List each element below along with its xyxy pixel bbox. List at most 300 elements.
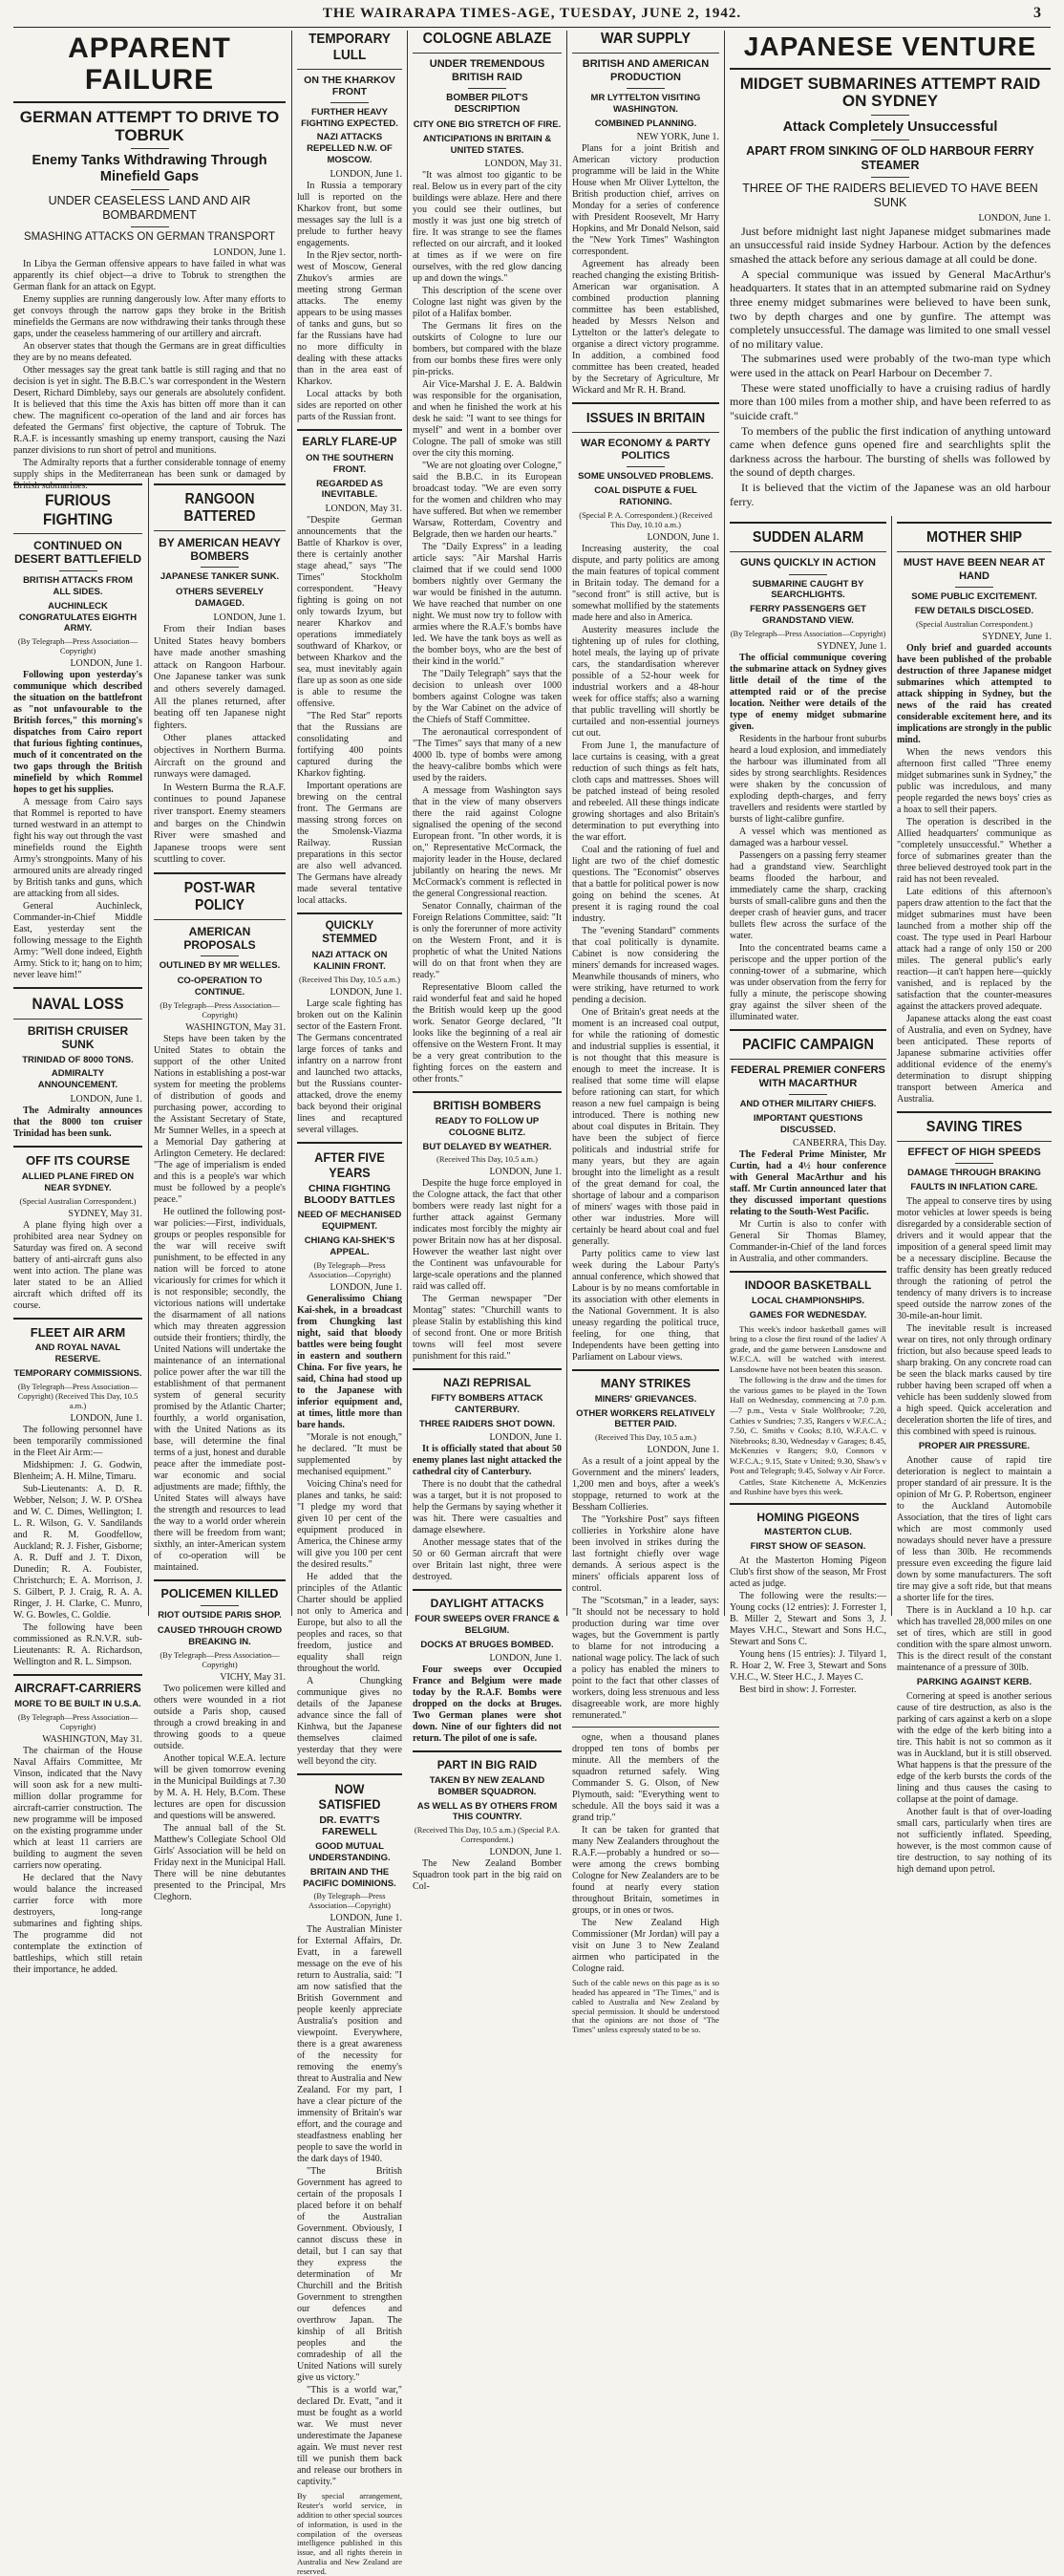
footnote: Such of the cable news on this page as is so headed has appeared in "The Times," and is cabled to Australia and New Zealand by special permission. It should be understood that the opinions are not those of "The Times" unless expressly stated to be so. — [572, 1978, 719, 2035]
deck: READY TO FOLLOW UP COLOGNE BLITZ. — [435, 1115, 540, 1138]
deck: OTHER WORKERS RELATIVELY BETTER PAID. — [576, 1407, 715, 1430]
divider — [572, 432, 719, 433]
paragraph: Generalissimo Chiang Kai-shek, in a broadcast from Chungking last night, said that bloody battles were being fought in eastern and southern China. For five years, he said, China had stood up to the Japanese with inferior equipment and, at times, little more than bare hands. — [297, 1293, 402, 1430]
dateline: LONDON, June 1. — [330, 1281, 402, 1293]
divider — [13, 533, 142, 534]
footnote: By special arrangement, Reuter's world service, in addition to other special sources of information, is used in the compilation of the overseas intelligence published in this issue, and all rights therein in Australia and New Zealand are reserved. — [297, 2491, 402, 2576]
subhead: GUNS QUICKLY IN ACTION — [740, 557, 876, 569]
divider — [955, 1163, 993, 1164]
deck: JAPANESE TANKER SUNK. — [160, 571, 280, 583]
article-body — [413, 1858, 562, 1893]
paragraph: Just before midnight last night Japanese midget submarines made an unsuccessful raid inside Sydney Harbour. Action by the defences smashed the attack before any serious damage at all could be done. — [730, 224, 1051, 267]
paragraph: Midshipmen: J. G. Godwin, Blenheim; A. H. Milne, Timaru. — [13, 1459, 142, 1482]
paragraph: From June 1, the manufacture of lace curtains is ceasing, with a great reduction of such things as felt hats, cloth caps and mattresses. Shoes will be patched instead of being resoled and rebeeled. All these things indicate growing shortages and also Britain's determination to put everything into the war effort. — [572, 740, 719, 843]
divider — [131, 226, 169, 227]
paragraph: Local attacks by both sides are reported on other parts of the Russian front. — [297, 389, 402, 423]
dateline: LONDON, June 1. — [489, 1167, 562, 1178]
headline: JAPANESE VENTURE — [743, 32, 1037, 61]
paragraph: The "Daily Telegraph" says that the decision to unleash over 1000 bombers against Cologne was taken by the War Cabinet on the advice of the Chiefs of Staff Committee. — [413, 669, 562, 726]
article-body — [413, 1664, 562, 1745]
divider — [730, 1503, 886, 1505]
headline: NAZI REPRISAL — [442, 1376, 531, 1390]
deck: GAMES FOR WEDNESDAY. — [749, 1309, 867, 1320]
deck: CHIANG KAI-SHEK'S APPEAL. — [304, 1234, 395, 1257]
credit: (By Telegraph—Press Association—Copyright) (Received This Day, 10.5 a.m.) — [17, 1381, 138, 1410]
paragraph: The "Yorkshire Post" says fifteen collieries in Yorkshire alone have been involved in strikes during the last fortnight chiefly over wage demands. A serious aspect is the miners' officials apparent loss of control. — [572, 1514, 719, 1595]
article-body — [730, 1324, 886, 1497]
paragraph: Austerity measures include the tightening up of rules for clothing, hotel meals, the laying up of private cars, the standardisation wherever possible of a 52-hour week for industrial workers and a 48-hour week for office staffs; also a warning that public travelling will shortly be curtailed and non-essential journeys cut out. — [572, 624, 719, 739]
headline: NAVAL LOSS — [32, 995, 124, 1014]
subhead: EFFECT OF HIGH SPEEDS — [907, 1146, 1041, 1158]
column-rule — [148, 478, 149, 1616]
deck: OUTLINED BY MR WELLES. — [159, 960, 281, 972]
dateline: LONDON, June 1. — [330, 986, 402, 998]
deck: AUCHINLECK CONGRATULATES EIGHTH ARMY. — [18, 600, 138, 634]
paragraph: Cornering at speed is another serious cause of tire destruction, as also is the parking of cars against a kerb on a slope with the edge of the kerb biting into a tire. This habit is not so common as it was in Auckland, but it is still observed. What happens is that the pressure of the edge of the kerb bursts the cords of the lining and thus causes the casing to collapse at the point of damage. — [897, 1690, 1052, 1805]
paragraph: When the news vendors this afternoon first called "Three enemy midget submarines sunk in Sydney," the public was incredulous, and many people regarded the news boys' cries as a hoax to sell their papers. — [897, 746, 1052, 815]
article-body — [730, 1149, 886, 1265]
credit: (By Telegraph—Press Association—Copyright) — [309, 1891, 391, 1911]
article-body — [297, 515, 402, 907]
dateline: LONDON, June 1. — [213, 612, 286, 624]
deck: COMBINED PLANNING. — [594, 118, 697, 129]
deck: GOOD MUTUAL UNDERSTANDING. — [309, 1840, 391, 1863]
paragraph: Agreement has already been reached changing the existing British-American war organisation. A combined production planning committee has been established, headed by Messrs Nelson and Lyttelton or the latter's delegate to organise a direct victory programme. In addition, a combined food committee has been created, headed by the Secretary of Agriculture, Mr Wickard and Mr R. H. Brand. — [572, 259, 719, 397]
section-subhead: PARKING AGAINST KERB. — [916, 1676, 1032, 1687]
article-body — [572, 1732, 719, 1975]
paragraph: He declared that the Navy would balance the increased carrier force with more destroyers, long-range submarines and fighting ships. The programme did not contemplate the extinction of battleships, which still retain their importance, he added. — [13, 1872, 142, 1975]
paragraph: Large scale fighting has broken out on the Kalinin sector of the Eastern Front. The Germans concentrated large forces of tanks and infantry on a narrow front and launched two attacks, but the Russians counter-attacked, drove the enemy back beyond their original lines and recaptured several villages. — [297, 998, 402, 1135]
subhead: ON THE SOUTHERN FRONT. — [306, 452, 394, 475]
paragraph: In Libya the German offensive appears to have failed in what was apparently its chief object—a drive to Tobruk to strengthen the German flank for an attack on Egypt. — [13, 258, 286, 292]
paragraph: The Admiralty reports that a further considerable tonnage of enemy supply ships in the Mediterranean has been sunk or damaged by British submarines. — [13, 457, 286, 491]
divider — [201, 1605, 239, 1606]
deck: IMPORTANT QUESTIONS DISCUSSED. — [753, 1112, 863, 1135]
paragraph: The annual ball of the St. Matthew's Collegiate School Old Girls' Association will be held on Friday next in the Municipal Hall. There will be nine debutantes presented to the Principal, Mrs Cleghorn. — [154, 1822, 286, 1902]
divider — [154, 483, 286, 485]
subhead: AMERICAN PROPOSALS — [183, 924, 256, 952]
column-6 — [897, 516, 1052, 1875]
paragraph: The following were the results:—Young cocks (12 entries): J. Forrester 1, B. Miller 2, Stewart and Sons 3, J. Mayes V.H.C., Stewart and Sons H.C., Stewart and Sons C. — [730, 1591, 886, 1648]
article-body — [13, 1425, 142, 1668]
deck: FERRY PASSENGERS GET GRANDSTAND VIEW. — [750, 604, 866, 627]
dateline: WASHINGTON, May 31. — [42, 1733, 142, 1745]
deck: MR LYTTELTON VISITING WASHINGTON. — [590, 92, 701, 115]
paragraph: The operation is described in the Allied headquarters' communique as "completely unsuccessful." Whether a force of submarines greater than the three believed destroyed took part in the raid has not been revealed. — [897, 816, 1052, 885]
subhead: CONTINUED ON DESERT BATTLEFIELD — [13, 539, 142, 567]
headline: POST-WAR POLICY — [183, 879, 256, 913]
article-body — [572, 544, 719, 1363]
subhead: Attack Completely Unsuccessful — [782, 119, 998, 136]
article-body — [572, 143, 719, 397]
deck: SOME UNSOLVED PROBLEMS. — [578, 471, 713, 483]
paragraph: A Chungking communique gives no details of the Japanese advance since the fall of Kinhwa, but the Japanese themselves claimed yesterday that they were well beyond the city. — [297, 1675, 402, 1767]
paragraph: This week's indoor basketball games will bring to a close the first round of the ladies' A grade, and the game between Lansdowne and W.F.C.A. will be watched with interest. Lansdowne have not been beaten this season. — [730, 1323, 886, 1374]
headline: PART IN BIG RAID — [436, 1758, 538, 1772]
divider — [13, 1674, 142, 1676]
masthead-title: THE WAIRARAPA TIMES-AGE, TUESDAY, JUNE 2, 1942. — [322, 6, 742, 21]
deck: FAULTS IN INFLATION CARE. — [910, 1181, 1038, 1192]
article-body — [897, 643, 1052, 1106]
divider — [13, 1318, 142, 1320]
divider — [897, 551, 1052, 552]
divider — [730, 551, 886, 552]
paragraph: From their Indian bases United States heavy bombers have made another smashing attack on Rangoon Harbour. One Japanese tanker was sunk and others severely damaged. All the planes returned, after beating off ten Japanese night fighters. — [154, 624, 286, 731]
deck: DAMAGE THROUGH BRAKING — [907, 1168, 1041, 1179]
paragraph: There is in Auckland a 10 h.p. car which has travelled 28,000 miles on one set of tires, which are still in good condition with the spare almost unworn. This is the direct result of the constant maintenance of a pressure of 30lb. — [897, 1604, 1052, 1673]
paragraph: It can be taken for granted that many New Zealanders throughout the R.A.F.—probably a hundred or so—were among the crews bombing Cologne for New Zealanders are to be found at nearly every station throughout Britain, sometimes in groups, or in ones or twos. — [572, 1825, 719, 1917]
headline: INDOOR BASKETBALL — [744, 1278, 872, 1293]
paragraph: A message from Washington says that in the view of many observers there the raid against Cologne signalised the opening of the second European front. "In other words, it is on," Representative McCormack, the majority leader in the House, declared jubilantly on hearing the news. Mr McCormack's comment is reflected in the general Congressional reaction. — [413, 785, 562, 900]
headline: OFF ITS COURSE — [25, 1153, 131, 1169]
article-body — [13, 1220, 142, 1312]
dateline: LONDON, June 1. — [489, 1432, 562, 1444]
article-apparent-failure — [13, 32, 286, 491]
headline: QUICKLY STEMMED — [322, 920, 377, 946]
paragraph: The appeal to conserve tires by using motor vehicles at lower speeds is being disregarded by a considerable section of drivers and it would appear that the imposition of a general speed limit may be a necessary discipline. Because the traffic density has been greatly reduced through the rationing of petrol the tendency of many drivers is to increase speed outside the narrow zones of the 30-mile-an-hour limit. — [897, 1195, 1052, 1321]
headline: HOMING PIGEONS — [756, 1510, 860, 1524]
deck: MINERS' GRIEVANCES. — [594, 1393, 697, 1405]
paragraph: In Western Burma the R.A.F. continues to pound Japanese river transport. Enemy steamers and barges on the Chindwin River were smashed and Japanese troops were sent scuttling to cover. — [154, 782, 286, 866]
paragraph: Into the concentrated beams came a periscope and the upper portion of the conning-tower of a submarine, which was under observation from the ferry for fully a minute, the periscope showing gray against the silver sheen of the illuminated water. — [730, 943, 886, 1023]
divider — [154, 919, 286, 920]
paragraph: The "evening Standard" comments that coal politically is dynamite. Cabinet is now considering the miners' demands for increased wages. Meanwhile thousands of miners, who were striking, have returned to work pending a decision. — [572, 925, 719, 1005]
paragraph: Steps have been taken by the United States to obtain the support of the other United Nations in establishing a post-war system for meeting the problems of distribution of goods and purchasing power, according to the Assistant Secretary of State, Mr Sumner Welles, in a speech at a Memorial Day gathering at Arlington Cemetery. He declared: "The age of imperialism is ended and this is a people's war which must be followed by a people's peace." — [154, 1033, 286, 1205]
paragraph: Only brief and guarded accounts have been published of the probable destruction of three Japanese midget submarines which attempted to attack shipping in Sydney, but the news of the raid has created considerable excitement here, and its implications are strongly in the public mind. — [897, 642, 1052, 745]
dateline: WASHINGTON, May 31. — [185, 1021, 286, 1033]
subhead: FOUR SWEEPS OVER FRANCE & BELGIUM. — [415, 1613, 560, 1636]
deck: RIOT OUTSIDE PARIS SHOP. — [158, 1609, 282, 1621]
dateline: LONDON, June 1. — [330, 169, 402, 181]
subhead: SMASHING ATTACKS ON GERMAN TRANSPORT — [23, 230, 276, 243]
deck: CAUSED THROUGH CROWD BREAKING IN. — [157, 1624, 283, 1647]
article-body — [13, 1106, 142, 1140]
paragraph: Following upon yesterday's communique which described the situation on the battlefront as "not unfavourable to the British forces," this morning's dispatches from Cairo report that furious fighting continues, much of it concentrated on the two gaps through the British minefield by which Rommel hopes to get his supplies. — [13, 670, 142, 796]
headline: EARLY FLARE-UP — [302, 437, 397, 449]
deck: NEED OF MECHANISED EQUIPMENT. — [297, 1210, 402, 1232]
column-4 — [572, 31, 719, 2035]
deck: BOMBER PILOT'S DESCRIPTION — [446, 92, 528, 116]
deck: TRINIDAD OF 8000 TONS. — [22, 1054, 134, 1065]
subhead: BRITISH CRUISER SUNK — [27, 1023, 129, 1052]
paragraph: The submarines used were probably of the two-man type which were used in the attack on Pearl Harbour on December 7. — [730, 352, 1051, 380]
subhead: Enemy Tanks Withdrawing Through Minefield Gaps — [32, 153, 267, 185]
paragraph: At the Masterton Homing Pigeon Club's first show of the season, Mr Frost acted as judge. — [730, 1556, 886, 1590]
deck: CO-OPERATION TO CONTINUE. — [177, 976, 263, 998]
paragraph: Sub-Lieutenants: A. D. R. Webber, Nelson; J. W. P. O'Shea and W. C. Dimes, Wellington; I. L. R. Wilson, G. V. Sandilands and R. M. Goodfellow, Auckland; R. J. Fisher, Gisborne; A. R. Duff and J. T. Dixon, Dunedin; R. A. Foubister, Christchurch; E. A. Morrison, J. S. Gilbert, P. J. Craig, R. A. A. Ringer, J. H. Clarke, C. Munro, W. G. Bowles, C. Goldie. — [13, 1483, 142, 1621]
paragraph: Coal and the rationing of fuel and light are two of the chief domestic questions. The "Economist" observes that a battle for political power is now going on behind the scenes. At present it is raging round the coal industry. — [572, 844, 719, 924]
divider — [413, 1368, 562, 1370]
paragraph: A plane flying high over a prohibited area near Sydney on Saturday was fired on. A second battery of anti-aircraft guns also went into action. The plane was later stated to be an Allied aircraft which drifted off its course. — [13, 1219, 142, 1311]
paragraph: "We are not gloating over Cologne," said the B.B.C. in its European broadcast today. "We are even sorry for the women and children who may have suffered. But when we remember Warsaw, Rotterdam, Coventry and Belgrade, then we harden our hearts." — [413, 461, 562, 541]
paragraph: The German newspaper "Der Montag" states: "Churchill wants to please Stalin by establishing this kind of second front. One or more British towns will feel most severe punishment for this raid." — [413, 1294, 562, 1363]
article-body — [730, 1556, 886, 1696]
column-rule — [407, 31, 408, 1616]
subhead: MUST HAVE BEEN NEAR AT HAND — [903, 557, 1046, 582]
divider — [627, 466, 665, 467]
deck: COAL DISPUTE & FUEL RATIONING. — [594, 484, 697, 507]
paragraph: The Germans lit fires on the outskirts of Cologne to lure our bombers, but compared with the blaze from our bombs these fires were only pin-pricks. — [413, 321, 562, 378]
headline: MOTHER SHIP — [926, 529, 1023, 546]
column-rule — [891, 516, 892, 1616]
divider — [730, 1059, 886, 1060]
subhead: CHINA FIGHTING BLOODY BATTLES — [304, 1182, 395, 1207]
subhead: ON THE KHARKOV FRONT — [304, 74, 395, 98]
paragraph: These were stated unofficially to have a cruising radius of hardly more than 100 miles from a mother ship, and have been referred to as "suicide craft." — [730, 380, 1051, 422]
paragraph: An observer states that though the Germans are in great difficulties they are by no means defeated. — [13, 340, 286, 363]
paragraph: Representative Bloom called the raid wonderful feat and said he hoped the British would keep up the good work. Senator George declared, "It looks like the beginning of a real air offensive on the Western Front. It may be a very great contribution to the fighting forces on the eastern and other fronts." — [413, 982, 562, 1085]
divider — [297, 912, 402, 914]
masthead-rule — [13, 27, 1051, 28]
headline: NOW SATISFIED — [318, 1780, 381, 1812]
divider — [131, 148, 169, 149]
divider — [59, 570, 97, 571]
paragraph: "The Red Star" reports that the Russians are consolidating and fortifying 400 points captured during the Kharkov fighting. — [297, 711, 402, 780]
subhead: APART FROM SINKING OF OLD HARBOUR FERRY STEAMER — [746, 143, 1034, 172]
divider — [572, 1369, 719, 1371]
paragraph: It is believed that the victim of the Japanese was an old harbour ferry. — [730, 481, 1051, 508]
paragraph: A special communique was issued by General MacArthur's headquarters. It states that in an attempted submarine raid on Sydney three enemy midget submarines were believed to have been sunk, two by depth charges and one by gunfire. The attempt was completely unsuccessful. The damage was limited to one small vessel of no military value. — [730, 267, 1051, 351]
subhead: UNDER TREMENDOUS BRITISH RAID — [429, 58, 545, 83]
article-body — [897, 1455, 1052, 1674]
paragraph: Young hens (15 entries): J. Tilyard 1, R. Hoar 2, W. Free 3, Stewart and Sons V.H.C., W. Steer H.C., J. Mayes C. — [730, 1649, 886, 1684]
deck: BUT DELAYED BY WEATHER. — [422, 1141, 552, 1152]
dateline: VICHY, May 31. — [220, 1671, 286, 1683]
subhead: THREE OF THE RAIDERS BELIEVED TO HAVE BEEN SUNK — [742, 181, 1038, 209]
deck: ANTICIPATIONS IN BRITAIN & UNITED STATES. — [422, 133, 552, 156]
article-body — [154, 624, 286, 867]
divider — [297, 429, 402, 431]
deck: BRITISH ATTACKS FROM ALL SIDES. — [23, 574, 133, 597]
divider — [730, 1029, 886, 1031]
deck: REGARDED AS INEVITABLE. — [316, 478, 383, 501]
divider — [201, 955, 239, 956]
headline: SAVING TIRES — [926, 1118, 1023, 1135]
divider — [413, 1091, 562, 1093]
article-body — [413, 1444, 562, 1583]
subhead: BY AMERICAN HEAVY BOMBERS — [159, 535, 281, 564]
credit: (By Telegraph—Press Association—Copyright) — [160, 1649, 280, 1669]
deck: LOCAL CHAMPIONSHIPS. — [751, 1295, 865, 1306]
column-1a — [13, 478, 142, 1975]
dateline: LONDON, June 1. — [489, 1653, 562, 1664]
subhead: MORE TO BE BUILT IN U.S.A. — [14, 1698, 141, 1709]
paragraph: Other planes attacked objectives in Northern Burma. Aircraft on the ground and runways were damaged. — [154, 733, 286, 781]
paragraph: In the Rjev sector, north-west of Moscow, General Zhukov's armies are meeting strong German attacks. The enemy appears to be using masses of tanks and guns, but so far the Russians have had no more difficulty in dealing with these attacks than in the area east of Kharkov. — [297, 250, 402, 388]
article-body — [730, 225, 1051, 509]
article-body — [13, 670, 142, 981]
paragraph: The Federal Prime Minister, Mr Curtin, had a 4½ hour conference with General MacArthur and his staff. Mr Curtin announced later that they discussed important questions relating to the South-West Pacific. — [730, 1149, 886, 1218]
article-body — [297, 181, 402, 423]
article-body — [730, 653, 886, 1023]
column-rule — [291, 31, 292, 1616]
paragraph: "It was almost too gigantic to be real. Below us in every part of the city buildings were ablaze. Here and there you could see their outlines, but mostly it was just one big stretch of fire. It was strange to see the flames reflected on our aircraft, and it looked at times as if we were on fire ourselves, with the red glow dancing up and down the wings." — [413, 170, 562, 285]
deck: AS WELL AS BY OTHERS FROM THIS COUNTRY. — [416, 1800, 558, 1823]
subhead: MIDGET SUBMARINES ATTEMPT RAID ON SYDNEY — [739, 74, 1041, 111]
paragraph: Another fault is that of over-loading small cars, particularly when tires are not sufficiently inflated. Speeding, however, is the most common cause of tire destruction, to say nothing of its high demand upon petrol. — [897, 1806, 1052, 1875]
paragraph: "This is a world war," declared Dr. Evatt, "and it must be fought as a world war. We must never underestimate the Japanese again. We must never rest till we punish them back and release our brothers in captivity." — [297, 2385, 402, 2488]
divider — [297, 1142, 402, 1144]
column-5 — [730, 516, 886, 1696]
paragraph: The chairman of the House Naval Affairs Committee, Mr Vinson, indicated that the Navy will soon ask for a new multi-million dollar programme for aircraft-carrier construction. The new programme will be imposed on the existing programme under which at least 11 carriers are building to augment the seven carriers now operating. — [13, 1745, 142, 1871]
divider — [13, 987, 142, 989]
paragraph: As a result of a joint appeal by the Government and the miners' leaders, 1,200 men and boys, after a week's stoppage, returned to work at the Bessham Collieries. — [572, 1456, 719, 1513]
divider — [413, 1589, 562, 1591]
divider — [154, 1579, 286, 1581]
article-body — [154, 1034, 286, 1574]
paragraph: Four sweeps over Occupied France and Belgium were made today by the R.A.F. Bombs were dropped on the docks at Bruges. Two German planes were shot down. Nine of our fighters did not return. The pilot of one is safe. — [413, 1664, 562, 1745]
divider — [897, 522, 1052, 524]
paragraph: Residents in the harbour front suburbs heard a loud explosion, and immediately the harbour was illuminated from all sides by strong searchlights. Residences were shaken by the concussion of exploding depth-charges, and ferry travellers and residents were startled by bursts of light-calibre gunfire. — [730, 734, 886, 826]
deck: TEMPORARY COMMISSIONS. — [13, 1367, 142, 1379]
paragraph: Enemy supplies are running dangerously low. After many efforts to get convoys through the narrow gaps they broke in the British minefields the Germans are now withdrawing their tanks through these gaps, under the ceaseless hammering of our artillery and aircraft. — [13, 293, 286, 339]
deck: FEW DETAILS DISCLOSED. — [914, 605, 1034, 616]
dateline: LONDON, June 1. — [978, 212, 1051, 224]
deck: THREE RAIDERS SHOT DOWN. — [419, 1418, 555, 1429]
divider — [730, 68, 1051, 70]
divider — [871, 177, 909, 178]
credit: (By Telegraph—Press Association—Copyright) — [17, 1711, 138, 1731]
headline: TEMPORARY LULL — [309, 31, 391, 64]
dateline: LONDON, June 1. — [489, 1847, 562, 1858]
deck: FIFTY BOMBERS ATTACK CANTERBURY. — [431, 1392, 543, 1415]
column-rule — [566, 31, 567, 1616]
deck: NAZI ATTACK ON KALININ FRONT. — [311, 949, 388, 972]
paragraph: The following personnel have been temporarily commissioned in the Fleet Air Arm:— — [13, 1424, 142, 1458]
paragraph: Mr Curtin is also to confer with General Sir Thomas Blamey, Commander-in-Chief of the land forces in Australia, and other commanders. — [730, 1219, 886, 1265]
headline: SUDDEN ALARM — [752, 529, 864, 546]
divider — [572, 402, 719, 404]
credit: (Received This Day, 10.5 a.m.) — [299, 974, 400, 984]
article-body — [413, 1178, 562, 1363]
divider — [572, 53, 719, 54]
divider — [871, 115, 909, 116]
subhead: GERMAN ATTEMPT TO DRIVE TO TOBRUK — [19, 108, 280, 144]
divider — [297, 1773, 402, 1775]
paragraph: The Australian Minister for External Affairs, Dr. Evatt, in a farewell message on the eve of his return to Australia, said: "I am now satisfied that the British Government and people keenly appreciate Australia's position and viewpoint. Everywhere, there is a great awareness of the necessity for removing the enemy's threat to Australia and New Zealand. For my part, I have a clear picture of the immensity of Britain's war effort, and the courage and steadfastness enabling her people to save the world in the dark days of 1940. — [297, 1924, 402, 2165]
headline: POLICEMEN KILLED — [160, 1586, 279, 1600]
paragraph: This description of the scene over Cologne last night was given by the pilot of a Halifax bomber. — [413, 286, 562, 320]
paragraph: ogne, when a thousand planes dropped ten tons of bombs per minute. All the members of the squadron returned safely. Wing Commander S. G. Olson, of New Plymouth, said: "Everything went to schedule. All the boys said it was a grand trip." — [572, 1732, 719, 1824]
dateline: LONDON, June 1. — [70, 1412, 142, 1424]
deck: SOME PUBLIC EXCITEMENT. — [911, 590, 1037, 602]
paragraph: The aeronautical correspondent of "The Times" says that many of a new 4000 lb. type of bombs were among the heavy-calibre bombs which were used by the raiders. — [413, 727, 562, 784]
paragraph: Increasing austerity, the coal dispute, and party politics are among the main features of topical comment in Britain today. The demand for a "second front" is still active, but is somewhat mollified by the statements made here and also in America. — [572, 543, 719, 623]
subhead: UNDER CEASELESS LAND AND AIR BOMBARDMENT — [48, 193, 251, 222]
subhead: DR. EVATT'S FAREWELL — [319, 1814, 380, 1838]
paragraph: Plans for a joint British and American victory production programme will be laid in the White House when Mr Oliver Lyttelton, the British production chief, arrives on Monday for a series of conference with President Roosevelt, Mr Harry Hopkins, and Mr Donald Nelson, said the "New York Times" Washington correspondent. — [572, 143, 719, 258]
paragraph: Cattles, State Kitchenette A, McKenzies and Rushine have byes this week. — [730, 1476, 886, 1497]
deck: AND OTHER MILITARY CHIEFS. — [739, 1098, 877, 1109]
paragraph: The "Daily Express" in a leading article says: "Air Marshal Harris claimed that if we could send 1000 bombers nightly over Germany the war would be finished in the autumn. We have reached that number on one night. We must now try to follow with armies where the R.A.F.'s bombs have led. We have the tank boys as well as the bomber boys, who are the best of their kind in the world." — [413, 542, 562, 668]
headline: FLEET AIR ARM — [30, 1324, 126, 1340]
paragraph: Senator Connally, chairman of the Foreign Relations Committee, said: "It is only the forerunner of more activity on the Western Front, and it is prophetic of what the United Nations will do on that front when they are ready." — [413, 901, 562, 981]
paragraph: There is no doubt that the cathedral was a target, but it is not proposed to help the Germans by saying whether it was hit. There were casualties and damage elsewhere. — [413, 1479, 562, 1536]
divider — [955, 587, 993, 588]
paragraph: Best bird in show: J. Forrester. — [739, 1685, 857, 1696]
dateline: NEW YORK, June 1. — [636, 132, 719, 143]
deck: NAZI ATTACKS REPELLED N.W. OF MOSCOW. — [307, 132, 393, 166]
article-body — [154, 1684, 286, 1903]
paragraph: He added that the principles of the Atlantic Charter should be applied not only to America and Europe, but also to all the peoples and races, so that freedom, justice and equality shall reign throughout the world. — [297, 1571, 402, 1674]
headline: COLOGNE ABLAZE — [422, 31, 552, 47]
credit: (Received This Day, 10.5 a.m.) — [595, 1432, 696, 1443]
paragraph: The following is the draw and the times for the various games to be played in the Town Hall on Wednesday, commencing at 7.0 p.m.—7 p.m., Vesta v Stale Wolfbrooke; 7.20, Cathies v Sundries; 7.35, Rangers v W.F.C.A.; 7.50, C. Smiths v Cooks; 8.10, W.F.A.C. v Nitebrooks; 8.30, Wednesday v Garages; 8.45, McKenzies v Rangers; 9.0, Connors v W.F.C.A.; 9.15, State v United; 9.30, Shaw's v Post and Telegraph; 9.45, Solway v Air Force. — [730, 1375, 886, 1476]
deck: CITY ONE BIG STRETCH OF FIRE. — [413, 118, 562, 130]
divider — [13, 1146, 142, 1148]
article-japanese-venture — [730, 32, 1051, 508]
article-body — [413, 170, 562, 1085]
divider — [330, 102, 369, 103]
dateline: LONDON, June 1. — [70, 658, 142, 670]
article-body — [297, 998, 402, 1136]
paragraph: Voicing China's need for planes and tanks, he said: "I pledge my word that given 10 per cent of the equipment produced in America, the Chinese army will give you 100 per cent the desired results." — [297, 1478, 402, 1570]
paragraph: "Morale is not enough," he declared. "It must be supplemented by mechanised equipment." — [297, 1431, 402, 1477]
deck: OTHERS SEVERELY DAMAGED. — [175, 587, 265, 610]
credit: (By Telegraph—Press Association—Copyright) — [309, 1259, 391, 1279]
headline: PACIFIC CAMPAIGN — [742, 1037, 874, 1054]
subhead: BRITISH AND AMERICAN PRODUCTION — [582, 58, 710, 83]
divider — [413, 53, 562, 54]
divider — [297, 69, 402, 70]
column-2 — [297, 31, 402, 2576]
paragraph: The following have been commissioned as R.N.V.R. sub-Lieutenants: R. A. Richardson, Wellington and R. L. Simpson. — [13, 1621, 142, 1667]
divider — [730, 1271, 886, 1273]
deck: FURTHER HEAVY FIGHTING EXPECTED. — [301, 106, 398, 129]
dateline: LONDON, May 31. — [325, 504, 402, 515]
paragraph: The Admiralty announces that the 8000 ton cruiser Trinidad has been sunk. — [13, 1106, 142, 1140]
deck: ADMIRALTY ANNOUNCEMENT. — [37, 1068, 118, 1091]
divider — [413, 1750, 562, 1752]
divider — [730, 522, 886, 524]
column-1b — [154, 478, 286, 1902]
divider — [572, 1727, 719, 1728]
paragraph: In Russia a temporary lull is reported on the Kharkov front, but some messages say the lull is a prelude to further heavy engagements. — [297, 181, 402, 249]
article-body — [297, 1924, 402, 2488]
paragraph: One of Britain's great needs at the moment is an increased coal output, for while the rationing of domestic and industrial supplies is essential, it is not thought that this measure is enough to meet the increase. It is realised that some time will elapse before rationing can start, for which reason a new fuel campaign is being introduced. There is nothing new about coal disputes in Britain. They have been the subject of fierce politicals and industrial strife for many years, but they are again brought into the limelight as a result of the great demand for coal, the shortage of labour and a comparison of miners' wages with those paid in other war industries. More will certainly be heard about coal and fuel generally. — [572, 1006, 719, 1247]
paragraph: The official communique covering the submarine attack on Sydney gives little detail of the time of the attempted raid or of the precise location. Neither were details of the type of enemy midget submarine given. — [730, 653, 886, 733]
deck: SUBMARINE CAUGHT BY SEARCHLIGHTS. — [752, 578, 864, 601]
paragraph: Japanese attacks along the east coast of Australia, and even on Sydney, have been anticipated. These reports of Japanese submarine activities offer additional evidence of the enemy's determination to disrupt shipping transport between America and Australia. — [897, 1013, 1052, 1105]
headline: RANGOON BATTERED — [183, 491, 256, 525]
paragraph: A message from Cairo says that Rommel is reported to have turned westward in an attempt to fight his way out through the vast minefields round the Eighth Army's strongpoints. Many of his armoured units are already ringed by British tanks and guns, which are attacking from all sides. — [13, 797, 142, 900]
paragraph: The New Zealand High Commissioner (Mr Jordan) will pay a visit on June 3 to New Zealand airmen who participated in the Cologne raid. — [572, 1918, 719, 1975]
credit: (Special Australian Correspondent.) — [915, 618, 1033, 629]
dateline: LONDON, June 1. — [213, 247, 286, 258]
dateline: LONDON, June 1. — [647, 531, 719, 543]
masthead — [0, 0, 1064, 25]
headline: WAR SUPPLY — [601, 31, 691, 47]
article-body — [13, 259, 286, 492]
subhead: AND ROYAL NAVAL RESERVE. — [34, 1342, 121, 1365]
article-body — [897, 1691, 1052, 1876]
credit: (By Telegraph—Press Association—Copyright) — [730, 629, 886, 639]
paragraph: The New Zealand Bomber Squadron took part in the big raid on Col- — [413, 1858, 562, 1893]
paragraph: It is officially stated that about 50 enemy planes last night attacked the cathedral city of Canterbury. — [413, 1444, 562, 1478]
paragraph: Passengers on a passing ferry steamer had a grandstand view. Searchlight beams flooded the harbour, and immediately came the sharp, cracking bursts of small-calibre guns and then the deeper crash of heavier guns, and tracer bullets flew across the surface of the water. — [730, 850, 886, 942]
paragraph: General Auchinleck, Commander-in-Chief Middle East, yesterday sent the following message to the Eighth Army: "Well done indeed, Eighth Army. Stick to it; hang on to him; never leave him!" — [13, 901, 142, 981]
divider — [201, 567, 239, 568]
column-rule — [724, 31, 725, 1616]
section-subhead: PROPER AIR PRESSURE. — [918, 1440, 1031, 1451]
dateline: LONDON, June 1. — [647, 1445, 719, 1456]
dateline: LONDON, May 31. — [484, 159, 562, 170]
article-body — [297, 1294, 402, 1768]
deck: FIRST SHOW OF SEASON. — [750, 1541, 866, 1553]
headline: ISSUES IN BRITAIN — [585, 410, 706, 427]
divider — [131, 189, 169, 190]
subhead: FEDERAL PREMIER CONFERS WITH MACARTHUR — [731, 1064, 885, 1089]
